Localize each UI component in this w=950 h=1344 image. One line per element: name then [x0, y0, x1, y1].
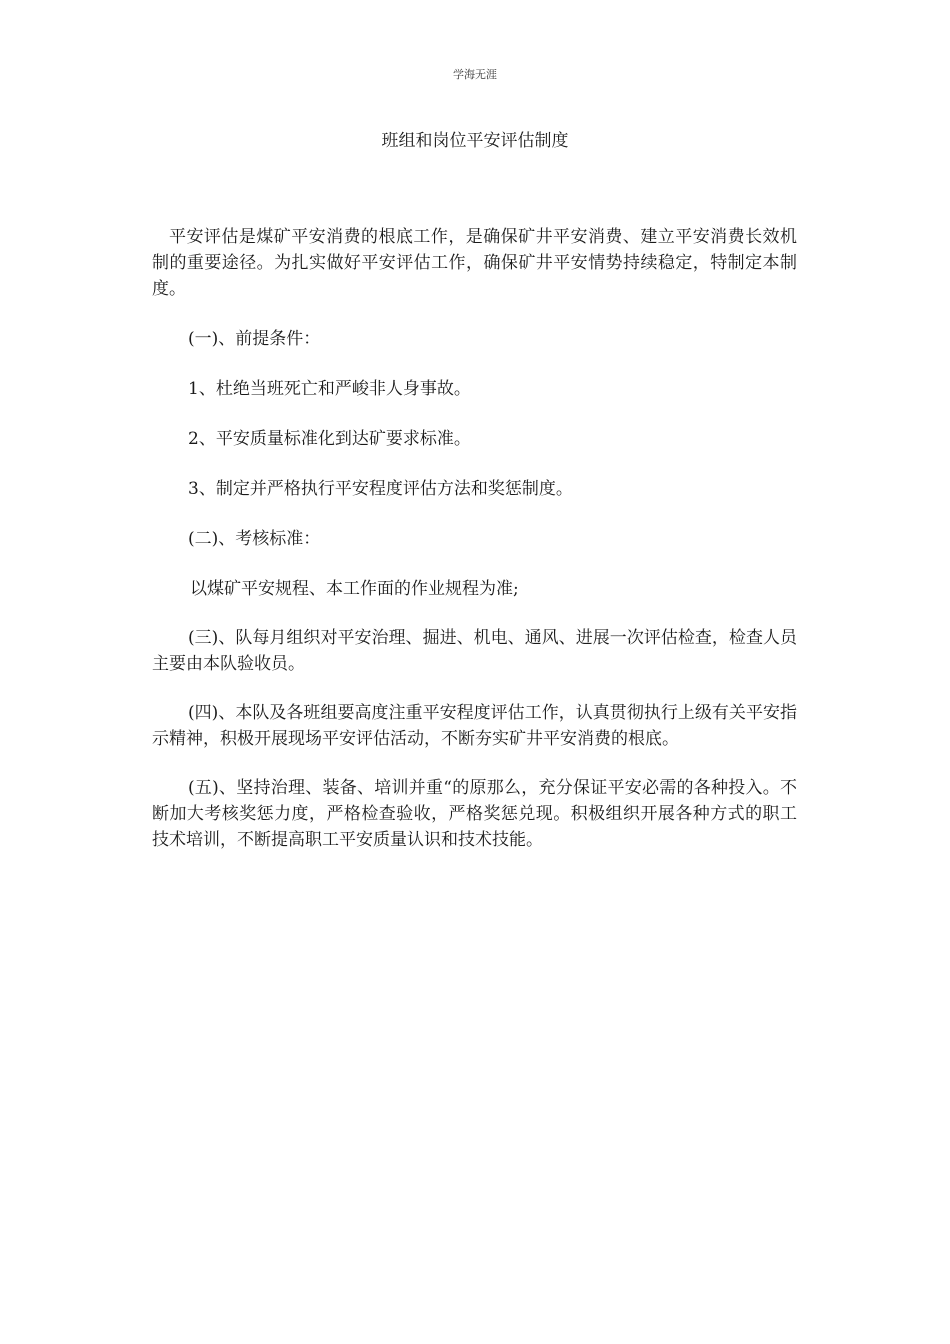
- intro-paragraph: 平安评估是煤矿平安消费的根底工作，是确保矿井平安消费、建立平安消费长效机制的重要途径。为扎实做好平安评估工作，确保矿井平安情势持续稳定，特制定本制度。: [152, 227, 797, 299]
- document-title: 班组和岗位平安评估制度: [381, 131, 569, 151]
- list-item: 3、制定并严格执行平安程度评估方法和奖惩制度。: [188, 479, 573, 499]
- section-paragraph-five: (五)、坚持治理、装备、培训并重“的原那么，充分保证平安必需的各种投入。不断加大考核奖惩力度，严格检查验收，严格奖惩兑现。积极组织开展各种方式的职工技术培训，不断提高职工平安质量认识和技术技能。: [152, 778, 797, 850]
- section-paragraph-four: (四)、本队及各班组要高度注重平安程度评估工作，认真贯彻执行上级有关平安指示精神，积极开展现场平安评估活动，不断夯实矿井平安消费的根底。: [152, 703, 797, 749]
- section-heading-prerequisites: (一)、前提条件：: [188, 329, 321, 349]
- standards-paragraph: 以煤矿平安规程、本工作面的作业规程为准;: [190, 579, 519, 599]
- list-item: 1、杜绝当班死亡和严峻非人身事故。: [188, 379, 471, 399]
- section-heading-standards: (二)、考核标准：: [188, 529, 321, 549]
- section-paragraph-three: (三)、队每月组织对平安治理、掘进、机电、通风、进展一次评估检查，检查人员主要由本队验收员。: [152, 628, 797, 674]
- document-body: [152, 224, 797, 853]
- running-header: 学海无涯: [453, 68, 497, 81]
- list-item: 2、平安质量标准化到达矿要求标准。: [188, 429, 471, 449]
